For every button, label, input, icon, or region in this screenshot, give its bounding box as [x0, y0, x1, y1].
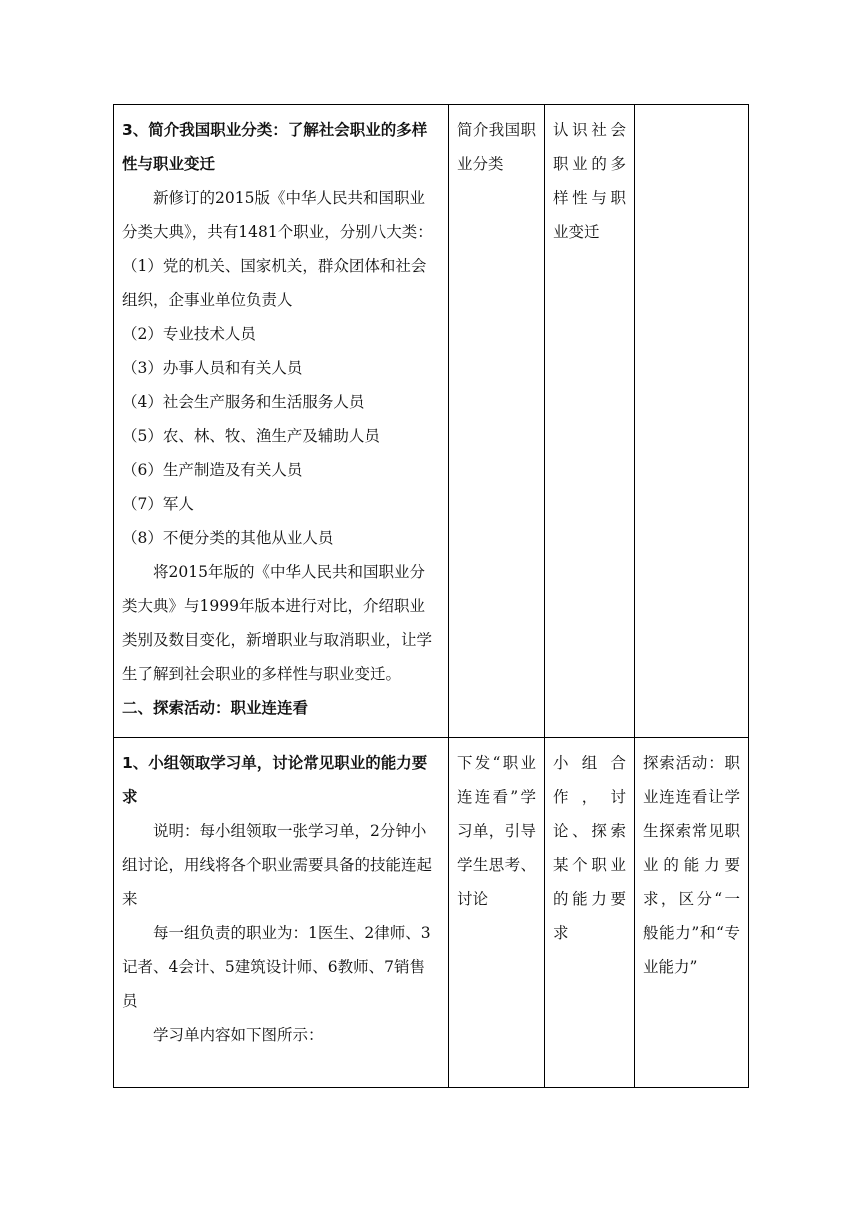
section-heading: 3、简介我国职业分类：了解社会职业的多样性与职业变迁 [122, 121, 428, 173]
teaching-content-cell [114, 105, 449, 738]
paragraph: 新修订的2015版《中华人民共和国职业分类大典》，共有1481个职业，分别八大类： [122, 189, 433, 241]
table-row [114, 105, 749, 738]
list-item: （8）不便分类的其他从业人员 [122, 529, 334, 547]
teaching-content-cell [114, 738, 449, 1088]
paragraph: 学习单内容如下图所示： [153, 1026, 324, 1044]
student-activity-cell: 小组合作，讨论、探索某个职业的能力要求 [545, 738, 635, 1088]
list-item: （5）农、林、牧、渔生产及辅助人员 [122, 427, 380, 445]
teacher-activity-cell: 简介我国职业分类 [449, 105, 545, 738]
lesson-plan-table [113, 104, 749, 1088]
list-item: （4）社会生产服务和生活服务人员 [122, 393, 365, 411]
section-heading: 1、小组领取学习单，讨论常见职业的能力要求 [122, 754, 428, 806]
list-item: （2）专业技术人员 [122, 325, 256, 343]
list-item: （1）党的机关、国家机关，群众团体和社会组织，企事业单位负责人 [122, 257, 427, 309]
design-intent-cell [635, 105, 749, 738]
paragraph: 将2015年版的《中华人民共和国职业分类大典》与1999年版本进行对比，介绍职业类别及数目变化，新增职业与取消职业，让学生了解到社会职业的多样性与职业变迁。 [122, 563, 433, 683]
list-item: （3）办事人员和有关人员 [122, 359, 303, 377]
teacher-activity-cell: 下发“职业连连看”学习单，引导学生思考、讨论 [449, 738, 545, 1088]
paragraph: 说明：每小组领取一张学习单，2分钟小组讨论，用线将各个职业需要具备的技能连起来 [122, 822, 433, 908]
paragraph: 每一组负责的职业为：1医生、2律师、3记者、4会计、5建筑设计师、6教师、7销售员 [122, 924, 431, 1010]
design-intent-cell: 探索活动：职业连连看让学生探索常见职业的能力要求，区分“一般能力”和“专业能力” [635, 738, 749, 1088]
section-heading: 二、探索活动：职业连连看 [122, 699, 309, 717]
list-item: （6）生产制造及有关人员 [122, 461, 303, 479]
student-activity-cell: 认识社会职业的多样性与职业变迁 [545, 105, 635, 738]
list-item: （7）军人 [122, 495, 194, 513]
table-row [114, 738, 749, 1088]
